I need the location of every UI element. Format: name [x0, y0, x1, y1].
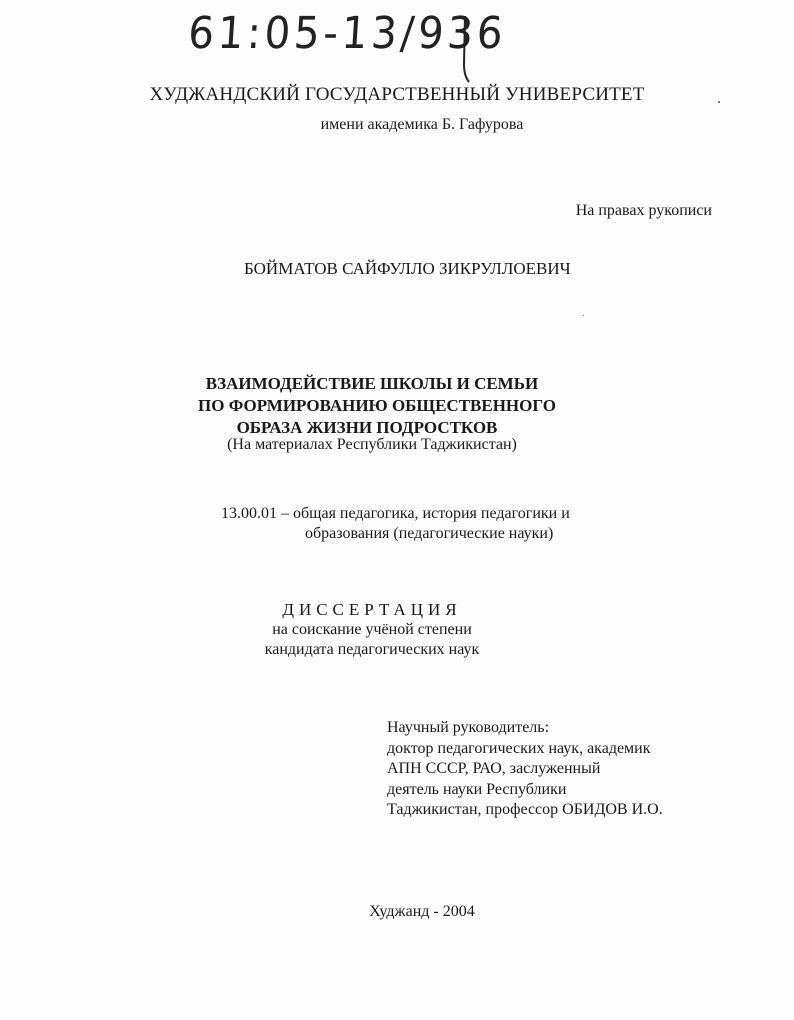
named-after: имени академика Б. Гафурова	[320, 116, 524, 133]
dissertation-heading: ДИССЕРТАЦИЯ	[282, 600, 462, 619]
author-name: БОЙМАТОВ САЙФУЛЛО ЗИКРУЛЛОЕВИЧ	[244, 259, 571, 278]
place-and-year: Худжанд - 2004	[369, 903, 475, 920]
university-name: ХУДЖАНДСКИЙ ГОСУДАРСТВЕННЫЙ УНИВЕРСИТЕТ	[149, 84, 645, 105]
handwritten-stroke	[455, 14, 475, 84]
title-subtitle: (На материалах Республики Таджикистан)	[227, 436, 517, 453]
handwritten-catalog-number: 61:05-13/936	[186, 8, 508, 59]
title-line-3: ОБРАЗА ЖИЗНИ ПОДРОСТКОВ	[236, 418, 498, 437]
dissertation-degree-line-1: на соискание учёной степени	[272, 621, 472, 638]
supervisor-line-4: деятель науки Республики	[387, 780, 567, 798]
supervisor-line-2: доктор педагогических наук, академик	[387, 739, 651, 757]
title-line-2: ПО ФОРМИРОВАНИЮ ОБЩЕСТВЕННОГО	[198, 396, 556, 415]
specialty-line-1: 13.00.01 – общая педагогика, история педагогики и	[221, 505, 570, 522]
dissertation-title	[0, 373, 794, 439]
specialty-line-2: образования (педагогические науки)	[305, 525, 554, 542]
supervisor-block	[387, 718, 663, 821]
supervisor-line-1: Научный руководитель:	[387, 719, 550, 736]
supervisor-line-5: Таджикистан, профессор ОБИДОВ И.О.	[387, 801, 663, 818]
title-line-1: ВЗАИМОДЕЙСТВИЕ ШКОЛЫ И СЕМЬИ	[205, 374, 539, 393]
supervisor-line-3: АПН СССР, РАО, заслуженный	[387, 760, 601, 777]
scan-speck	[718, 101, 720, 103]
rights-note: На правах рукописи	[575, 202, 712, 219]
scan-speck	[583, 315, 584, 316]
dissertation-degree-line-2: кандидата педагогических наук	[264, 641, 480, 658]
